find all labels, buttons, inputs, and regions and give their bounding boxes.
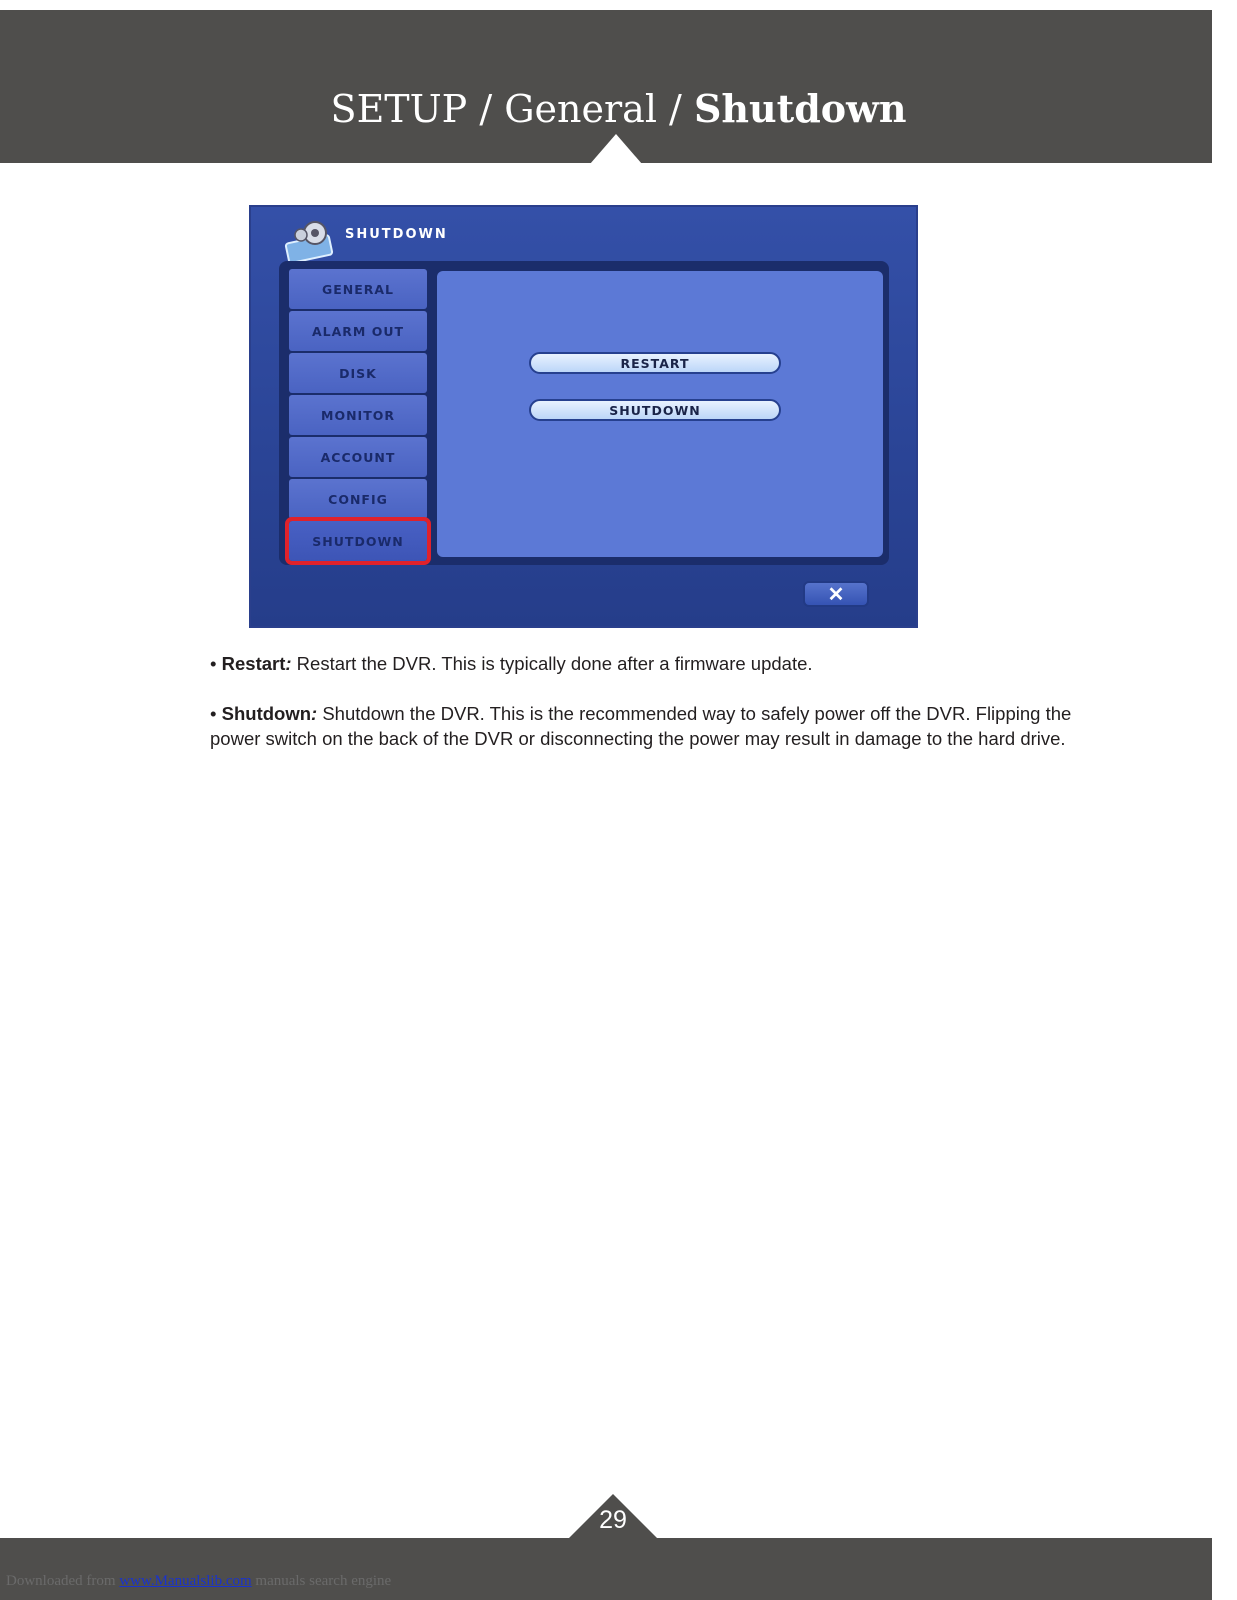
shutdown-description	[210, 701, 1071, 751]
restart-description	[210, 651, 813, 676]
shutdown-term: Shutdown	[221, 703, 312, 724]
dvr-menu-item-general[interactable]: GENERAL	[289, 269, 427, 309]
shutdown-text-line1: Shutdown the DVR. This is the recommended way to safely power off the DVR. Flipping the	[317, 703, 1072, 724]
restart-text: Restart the DVR. This is typically done after a firmware update.	[291, 653, 813, 674]
close-button[interactable]	[803, 581, 869, 607]
dvr-menu-item-shutdown[interactable]: SHUTDOWN	[289, 521, 427, 561]
shutdown-description-line1	[210, 701, 1071, 726]
dvr-window-title: SHUTDOWN	[345, 227, 448, 242]
dvr-menu-item-config[interactable]: CONFIG	[289, 479, 427, 519]
dvr-sidebar-menu	[289, 269, 427, 563]
header-notch	[590, 134, 642, 164]
dvr-shutdown-panel	[437, 271, 883, 557]
dvr-menu-item-alarm-out[interactable]: ALARM OUT	[289, 311, 427, 351]
page-number: 29	[599, 1506, 627, 1534]
bullet-mark: •	[210, 703, 217, 724]
close-icon: ✕	[827, 583, 845, 606]
setup-gear-icon	[283, 217, 339, 265]
shutdown-text-line2: power switch on the back of the DVR or disconnecting the power may result in damage to the hard drive.	[210, 728, 1066, 749]
page-title	[0, 86, 1237, 131]
shutdown-colon: :	[311, 703, 318, 724]
restart-colon: :	[285, 653, 292, 674]
watermark-link[interactable]: www.Manualslib.com	[119, 1573, 252, 1589]
dvr-menu-item-monitor[interactable]: MONITOR	[289, 395, 427, 435]
title-current: Shutdown	[693, 86, 907, 131]
watermark-prefix: Downloaded from	[6, 1573, 120, 1589]
footer-bar	[0, 1538, 1212, 1600]
watermark	[6, 1573, 391, 1590]
shutdown-button[interactable]: SHUTDOWN	[529, 399, 781, 421]
bullet-mark: •	[210, 653, 217, 674]
restart-button[interactable]: RESTART	[529, 352, 781, 374]
restart-term: Restart	[221, 653, 286, 674]
title-prefix: SETUP / General /	[330, 87, 694, 131]
dvr-menu-item-account[interactable]: ACCOUNT	[289, 437, 427, 477]
dvr-menu-item-disk[interactable]: DISK	[289, 353, 427, 393]
dvr-shutdown-screenshot	[249, 205, 918, 628]
watermark-suffix: manuals search engine	[251, 1573, 392, 1589]
